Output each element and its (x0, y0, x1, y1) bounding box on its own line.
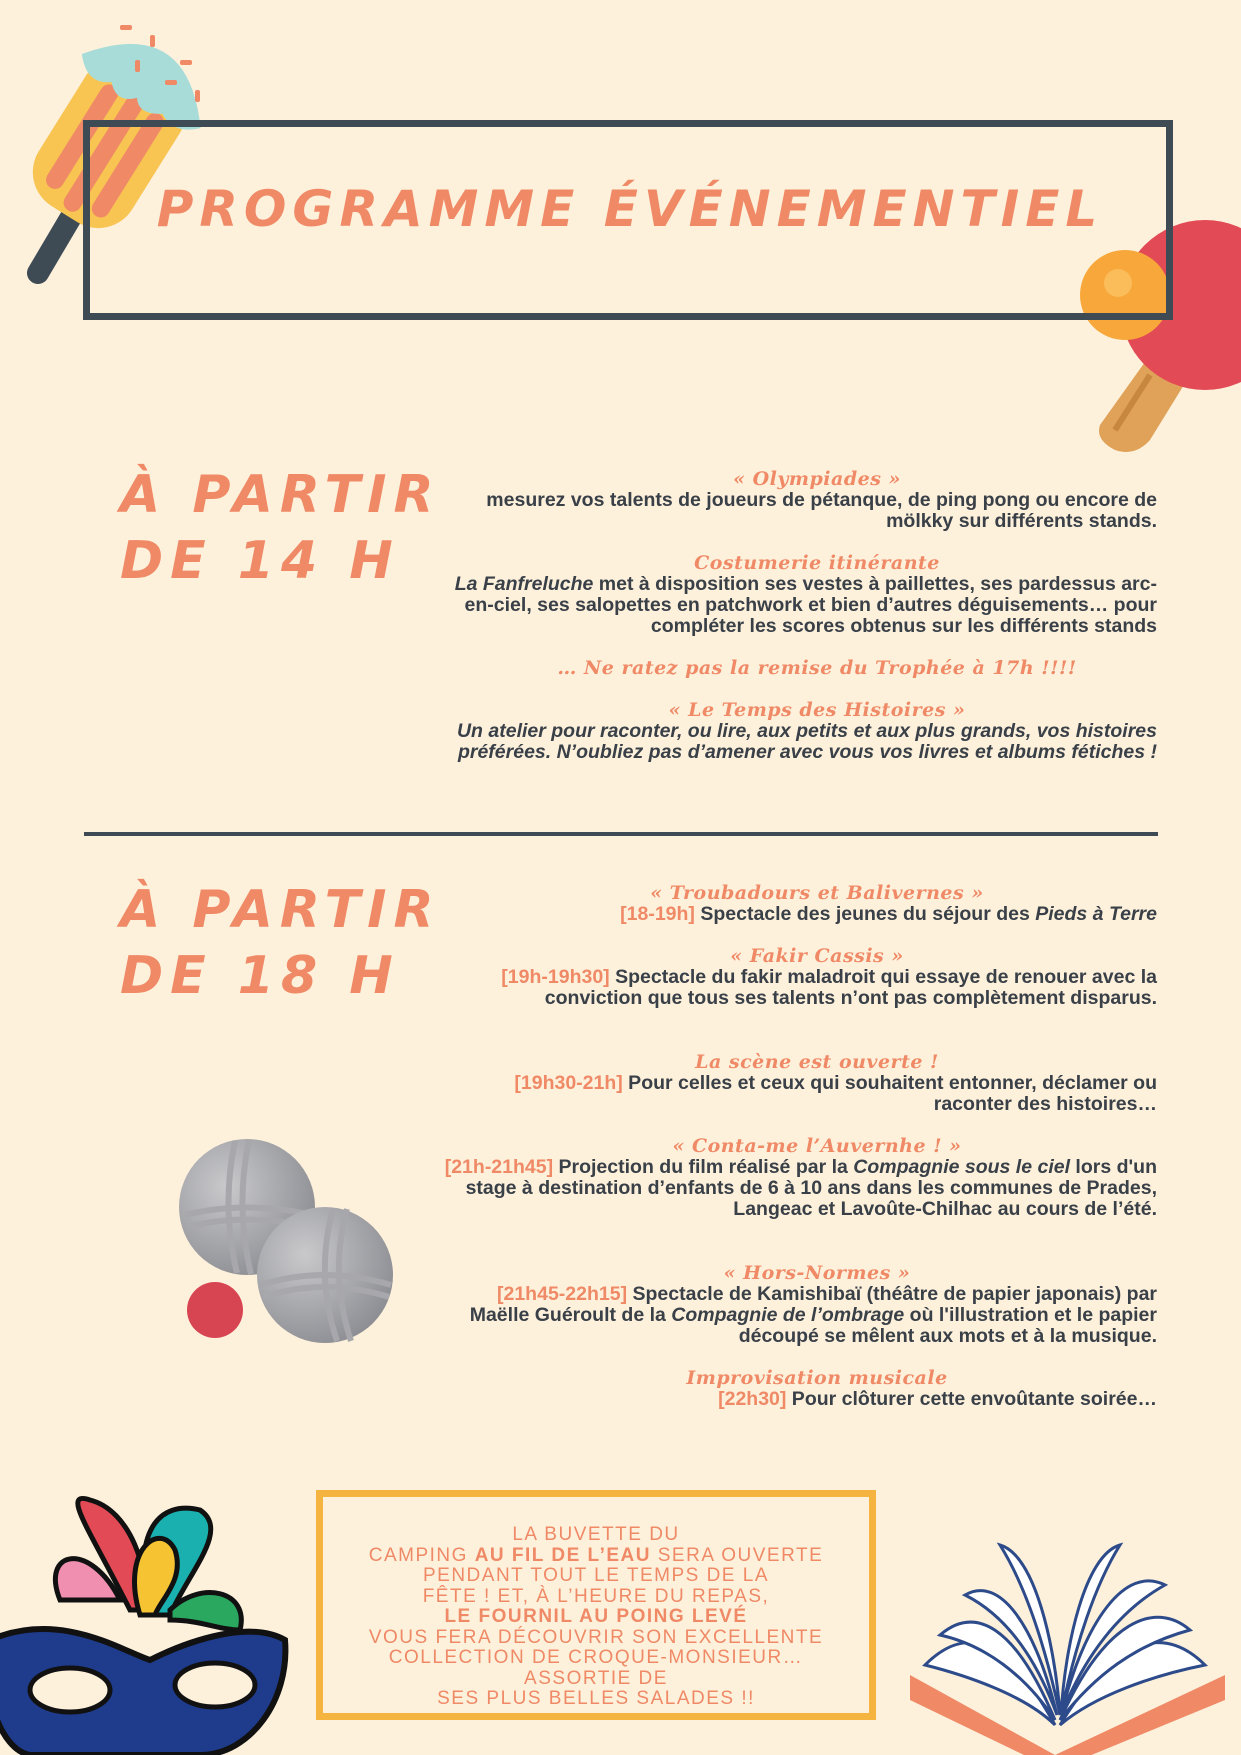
open-book-icon (905, 1525, 1241, 1755)
item-text-body: lors d'un stage à destination d’enfants de 6 à 10 ans dans les communes de Prades, Langeac et Lavoûte-Chilhac au cours de l’été. (465, 1156, 1157, 1220)
program-item (437, 1135, 1157, 1220)
time-label-line: DE 14 H (120, 531, 400, 591)
item-heading: « Fakir Cassis » (730, 945, 904, 967)
item-text (437, 574, 1157, 637)
buvette-text: CAMPING (368, 1544, 475, 1566)
item-text-body: Pour celles et ceux qui souhaitent entonner, déclamer ou raconter des histoires… (622, 1072, 1157, 1115)
program-item (437, 657, 1157, 679)
program-item (437, 699, 1157, 763)
item-time: [18-19h] (620, 903, 695, 925)
item-text (437, 1157, 1157, 1220)
item-text (437, 967, 1157, 1009)
item-text-body: Spectacle de Kamishibaï (théâtre de papier japonais) par Maëlle Guéroult de la (469, 1283, 1157, 1326)
item-text-italic: La Fanfreluche (454, 573, 594, 595)
program-item (437, 552, 1157, 637)
time-label-line: À PARTIR (120, 880, 441, 940)
buvette-info-box (316, 1490, 876, 1720)
petanque-balls-icon (175, 1135, 405, 1355)
item-heading: Costumerie itinérante (694, 552, 940, 574)
buvette-line: COLLECTION DE CROQUE-MONSIEUR… (388, 1647, 804, 1668)
buvette-text: SERA OUVERTE (650, 1544, 824, 1566)
item-text: Un atelier pour raconter, ou lire, aux petits et aux plus grands, vos histoires préférées. N’oubliez pas d’amener avec vous vos livres et albums fétiches ! (456, 720, 1157, 763)
buvette-line: ASSORTIE DE (524, 1667, 668, 1689)
program-item (437, 945, 1157, 1009)
buvette-line: SES PLUS BELLES SALADES !! (437, 1688, 755, 1709)
item-heading: « Le Temps des Histoires » (668, 699, 966, 721)
item-text-body: où l'illustration et le papier découpé se mêlent aux mots et à la musique. (738, 1304, 1157, 1347)
item-text-italic: Compagnie de l’ombrage (671, 1304, 905, 1326)
item-text-body: Projection du film réalisé par la (553, 1156, 854, 1178)
page-title: PROGRAMME ÉVÉNEMENTIEL (156, 180, 1104, 238)
item-text-body: Pour clôturer cette envoûtante soirée… (786, 1388, 1157, 1410)
buvette-fournil-name: LE FOURNIL AU POING LEVÉ (444, 1606, 748, 1627)
item-time: [21h-21h45] (444, 1156, 554, 1178)
item-time: [21h45-22h15] (497, 1283, 628, 1305)
item-heading: « Troubadours et Balivernes » (650, 882, 984, 904)
buvette-line (323, 1546, 869, 1567)
item-heading: « Olympiades » (733, 468, 901, 490)
buvette-line: PENDANT TOUT LE TEMPS DE LA (422, 1565, 769, 1586)
buvette-line: LA BUVETTE DU (512, 1524, 680, 1545)
item-text (437, 1073, 1157, 1115)
program-item (437, 1262, 1157, 1347)
buvette-line (323, 1607, 869, 1628)
section-18h-program (437, 882, 1157, 1430)
item-text: mesurez vos talents de joueurs de pétanque, de ping pong ou encore de mölkky sur différents stands. (486, 489, 1157, 532)
buvette-line: VOUS FERA DÉCOUVRIR SON EXCELLENTE (368, 1626, 824, 1648)
item-time: [19h-19h30] (501, 966, 610, 988)
item-heading: La scène est ouverte ! (695, 1051, 939, 1073)
item-time: [19h30-21h] (514, 1072, 623, 1094)
time-label-line: DE 18 H (120, 946, 400, 1006)
section-divider (84, 832, 1158, 836)
program-item (437, 468, 1157, 532)
program-item (437, 1367, 1157, 1410)
section-time-label-14h (120, 462, 441, 594)
section-14h-program (437, 468, 1157, 783)
program-item (437, 882, 1157, 925)
item-text (437, 1389, 1157, 1410)
buvette-camping-name: AU FIL DE L’EAU (474, 1544, 651, 1566)
carnival-mask-icon (0, 1490, 295, 1755)
item-text-body: Spectacle des jeunes du séjour des (694, 903, 1036, 925)
item-text-body: Spectacle du fakir maladroit qui essaye de renouer avec la conviction que tous ses talents n’ont pas complètement disparus. (544, 966, 1157, 1009)
buvette-line: FÊTE ! ET, À L’HEURE DU REPAS, (422, 1585, 770, 1607)
item-text-italic: Pieds à Terre (1035, 903, 1157, 925)
item-text (437, 1284, 1157, 1347)
item-heading: « Conta-me l’Auvernhe ! » (672, 1135, 962, 1157)
item-heading: « Hors-Normes » (723, 1262, 911, 1284)
section-time-label-18h (120, 877, 441, 1009)
item-text-italic: Compagnie sous le ciel (853, 1156, 1071, 1178)
time-label-line: À PARTIR (120, 465, 441, 525)
item-heading: … Ne ratez pas la remise du Trophée à 17h !!!! (557, 657, 1077, 679)
item-heading: Improvisation musicale (686, 1367, 948, 1389)
item-text-body: met à disposition ses vestes à paillettes, ses pardessus arc-en-ciel, ses salopettes en patchwork et bien d’autres déguisements… pour compléter les scores obtenus sur les différents stands (464, 573, 1157, 637)
item-text (437, 904, 1157, 925)
item-time: [22h30] (718, 1388, 787, 1410)
program-item (437, 1051, 1157, 1115)
